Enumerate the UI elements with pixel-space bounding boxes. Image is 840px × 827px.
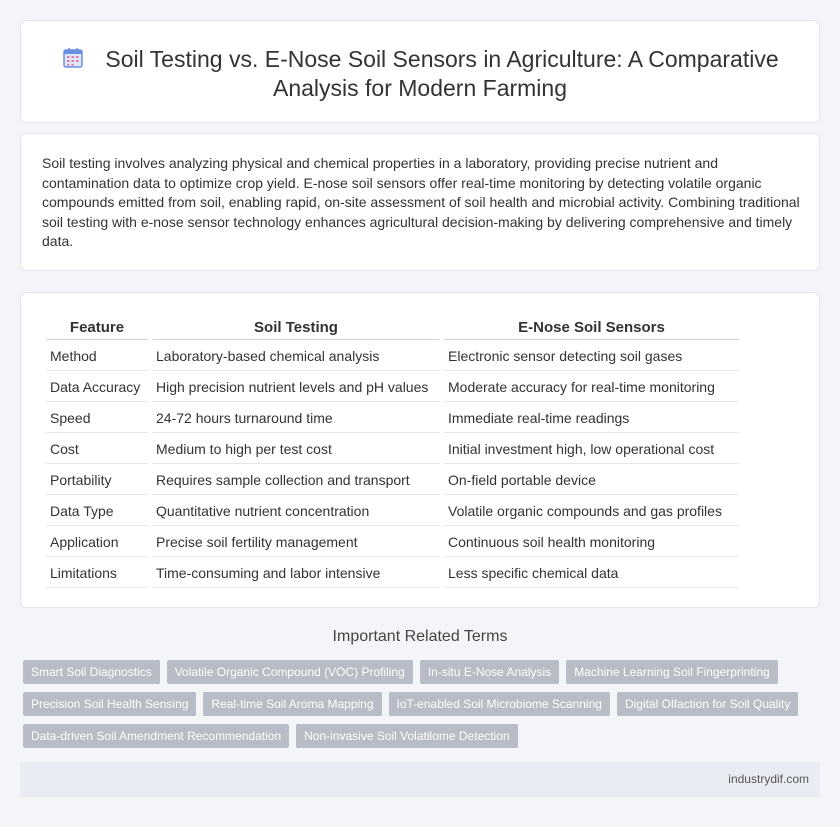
cell-enose: Electronic sensor detecting soil gases xyxy=(444,342,739,371)
table-header-row xyxy=(46,316,739,340)
cell-enose: Initial investment high, low operational cost xyxy=(444,435,739,464)
cell-enose: Continuous soil health monitoring xyxy=(444,528,739,557)
cell-enose: On-field portable device xyxy=(444,466,739,495)
page-title xyxy=(21,45,819,103)
term-tag[interactable]: Digital Olfaction for Soil Quality xyxy=(617,692,798,716)
cell-soil-testing: Requires sample collection and transport xyxy=(152,466,440,495)
cell-soil-testing: 24-72 hours turnaround time xyxy=(152,404,440,433)
cell-enose: Moderate accuracy for real-time monitoring xyxy=(444,373,739,402)
table-row xyxy=(46,435,739,464)
table-row xyxy=(46,342,739,371)
cell-soil-testing: Precise soil fertility management xyxy=(152,528,440,557)
cell-enose: Volatile organic compounds and gas profiles xyxy=(444,497,739,526)
term-tag[interactable]: Smart Soil Diagnostics xyxy=(23,660,160,684)
intro-card xyxy=(20,133,820,271)
footer xyxy=(20,762,820,797)
term-tag[interactable]: Machine Learning Soil Fingerprinting xyxy=(566,660,777,684)
title-line-1: Soil Testing vs. E-Nose Soil Sensors in Agriculture: A Comparative xyxy=(105,46,779,72)
title-line-2: Analysis for Modern Farming xyxy=(273,75,567,101)
cell-feature: Limitations xyxy=(46,559,148,588)
intro-paragraph: Soil testing involves analyzing physical and chemical properties in a laboratory, providing precise nutrient and contamination data to optimize crop yield. E-nose soil sensors offer real-time monitoring by detecting volatile organic compounds emitted from soil, enabling rapid, on-site assessment of soil health and microbial activity. Combining traditional soil testing with e-nose sensor technology enhances agricultural decision-making by delivering comprehensive and timely data. xyxy=(42,155,800,249)
cell-feature: Method xyxy=(46,342,148,371)
footer-site-link[interactable]: industrydif.com xyxy=(728,772,809,786)
term-tag[interactable]: Non-invasive Soil Volatilome Detection xyxy=(296,724,517,748)
title-card xyxy=(20,20,820,123)
cell-feature: Speed xyxy=(46,404,148,433)
cell-enose: Less specific chemical data xyxy=(444,559,739,588)
header-feature: Feature xyxy=(46,316,148,340)
table-row xyxy=(46,466,739,495)
header-soil-testing: Soil Testing xyxy=(152,316,440,340)
table-row xyxy=(46,559,739,588)
cell-feature: Portability xyxy=(46,466,148,495)
cell-soil-testing: High precision nutrient levels and pH values xyxy=(152,373,440,402)
cell-feature: Data Type xyxy=(46,497,148,526)
cell-soil-testing: Quantitative nutrient concentration xyxy=(152,497,440,526)
comparison-card xyxy=(20,292,820,608)
related-terms-list xyxy=(23,660,813,748)
cell-soil-testing: Laboratory-based chemical analysis xyxy=(152,342,440,371)
term-tag[interactable]: IoT-enabled Soil Microbiome Scanning xyxy=(389,692,610,716)
term-tag[interactable]: Precision Soil Health Sensing xyxy=(23,692,196,716)
cell-enose: Immediate real-time readings xyxy=(444,404,739,433)
cell-soil-testing: Medium to high per test cost xyxy=(152,435,440,464)
related-terms-heading: Important Related Terms xyxy=(332,628,508,645)
cell-feature: Cost xyxy=(46,435,148,464)
cell-soil-testing: Time-consuming and labor intensive xyxy=(152,559,440,588)
table-row xyxy=(46,497,739,526)
calendar-icon xyxy=(61,46,85,70)
cell-feature: Data Accuracy xyxy=(46,373,148,402)
cell-feature: Application xyxy=(46,528,148,557)
term-tag[interactable]: Volatile Organic Compound (VOC) Profiling xyxy=(167,660,413,684)
table-row xyxy=(46,528,739,557)
term-tag[interactable]: In-situ E-Nose Analysis xyxy=(420,660,559,684)
term-tag[interactable]: Data-driven Soil Amendment Recommendation xyxy=(23,724,289,748)
header-enose: E-Nose Soil Sensors xyxy=(444,316,739,340)
table-row xyxy=(46,373,739,402)
comparison-table xyxy=(42,314,743,590)
term-tag[interactable]: Real-time Soil Aroma Mapping xyxy=(203,692,381,716)
table-row xyxy=(46,404,739,433)
